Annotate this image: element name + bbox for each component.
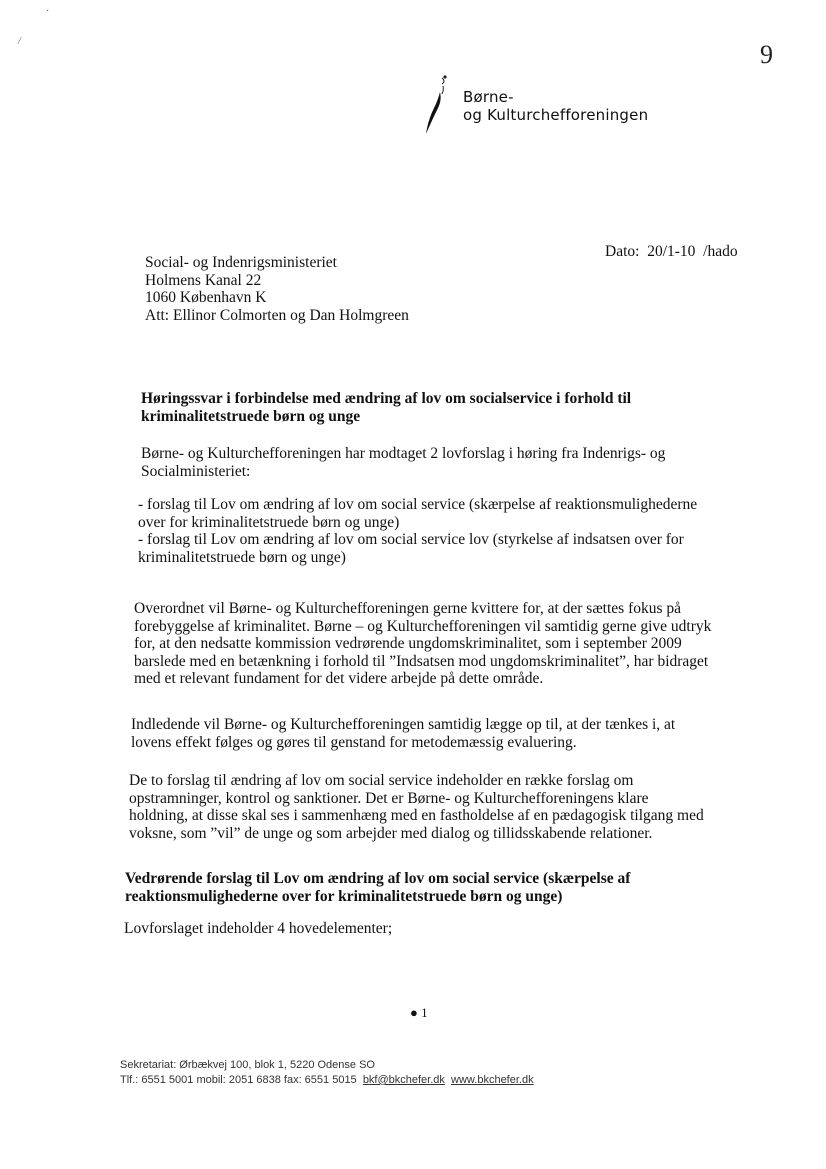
text-line: De to forslag til ændring af lov om social service indeholder en række forslag om	[129, 772, 634, 789]
footer-address: Sekretariat: Ørbækvej 100, blok 1, 5220 Odense SO	[120, 1059, 375, 1071]
text-line: lovens effekt følges og gøres til genstand for metodemæssig evaluering.	[131, 733, 577, 751]
text-line: barslede med en betænkning i forhold til ”Indsatsen mod ungdomskriminalitet”, har bidraget	[134, 652, 709, 670]
recipient-address	[145, 254, 409, 324]
page-number-value: 1	[421, 1005, 428, 1020]
paragraph-evaluation	[131, 716, 711, 751]
address-line: 1060 København K	[145, 289, 267, 306]
stray-dot: ·	[46, 6, 50, 17]
paragraph-overall	[134, 600, 714, 688]
subject-line: Høringssvar i forbindelse med ændring af lov om socialservice i forhold til	[141, 390, 632, 407]
text-line: Overordnet vil Børne- og Kulturchefforeningen gerne kvittere for, at der sættes fokus på	[134, 600, 682, 617]
paragraph-sanctions	[129, 772, 709, 842]
page-number	[410, 1004, 428, 1022]
footer	[120, 1058, 534, 1088]
text-line: Børne- og Kulturchefforeningen har modtaget 2 lovforslag i høring fra Indenrigs- og	[141, 445, 666, 462]
proposal-list	[138, 496, 718, 566]
date-value: 20/1-10	[647, 243, 696, 260]
paragraph-main-elements	[124, 920, 704, 938]
text-line: med et relevant fundament for det videre arbejde på dette område.	[134, 670, 544, 687]
subject-heading	[141, 390, 631, 425]
list-item: kriminalitetstruede børn og unge)	[138, 548, 346, 566]
logo-swoosh-icon	[420, 72, 456, 136]
list-item: over for kriminalitetstruede børn og unge)	[138, 513, 400, 531]
address-line: Holmens Kanal 22	[145, 271, 262, 289]
text-line: opstramninger, kontrol og sanktioner. Det er Børne- og Kulturchefforeningens klare	[129, 789, 649, 807]
list-item: - forslag til Lov om ændring af lov om social service lov (styrkelse af indsatsen over for	[138, 531, 684, 548]
footer-website-link[interactable]: www.bkchefer.dk	[451, 1074, 534, 1086]
text-line: for, at den nedsatte kommission vedrørende ungdomskriminalitet, som i september 2009	[134, 635, 682, 652]
text-line: holdning, at disse skal ses i sammenhæng med en fastholdelse af en pædagogisk tilgang med	[129, 807, 704, 824]
footer-phones: Tlf.: 6551 5001 mobil: 2051 6838 fax: 6551 5015	[120, 1074, 357, 1086]
footer-email-link[interactable]: bkf@bkchefer.dk	[362, 1074, 445, 1086]
date-block	[605, 243, 738, 261]
subject-line: kriminalitetstruede børn og unge	[141, 407, 361, 425]
intro-paragraph	[141, 445, 721, 480]
text-line: Indledende vil Børne- og Kulturchefforeningen samtidig lægge op til, at der tænkes i, at	[131, 716, 676, 733]
list-item: - forslag til Lov om ændring af lov om social service (skærpelse af reaktionsmulighederne	[138, 496, 698, 513]
text-line: Lovforslaget indeholder 4 hovedelementer;	[124, 920, 393, 937]
text-line: forebyggelse af kriminalitet. Børne – og Kulturchefforeningen vil samtidig gerne give udtryk	[134, 617, 712, 635]
heading-line: Vedrørende forslag til Lov om ændring af lov om social service (skærpelse af	[125, 870, 631, 887]
bullet-icon: ●	[410, 1005, 418, 1020]
logo-line-2: og Kulturchefforeningen	[463, 106, 649, 124]
date-initials: /hado	[703, 243, 738, 260]
stray-mark: /	[18, 36, 21, 47]
logo-text	[463, 88, 648, 124]
address-line: Att: Ellinor Colmorten og Dan Holmgreen	[145, 306, 409, 324]
heading-line: reaktionsmulighederne over for kriminalitetstruede børn og unge)	[125, 887, 563, 905]
handwritten-page-marker: 9	[760, 40, 773, 69]
logo	[420, 72, 456, 141]
section-heading	[125, 870, 705, 905]
text-line: voksne, som ”vil” de unge og som arbejder med dialog og tillidsskabende relationer.	[129, 824, 653, 842]
text-line: Socialministeriet:	[141, 462, 251, 480]
address-line: Social- og Indenrigsministeriet	[145, 254, 337, 271]
date-label: Dato:	[605, 243, 640, 260]
logo-line-1: Børne-	[463, 88, 514, 106]
